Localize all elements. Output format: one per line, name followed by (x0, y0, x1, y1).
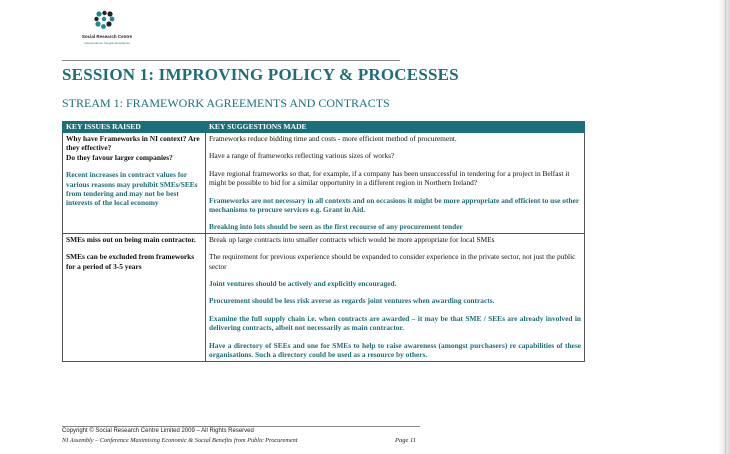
suggestion-text-highlight: Procurement should be less risk averse as regards joint ventures when awarding contracts. (209, 296, 495, 306)
suggestion-text-highlight: Frameworks are not necessary in all contexts and on occasions it might be more appropriate and efficient to use other mechanisms to procure services e.g. Grant in Aid. (209, 195, 579, 215)
header-key-issues: KEY ISSUES RAISED (63, 122, 206, 133)
suggestion-text: Have a range of frameworks reflecting various sizes of works? (209, 151, 395, 161)
suggestions-cell (206, 133, 585, 234)
suggestion-text: Frameworks reduce bidding time and costs - more efficient method of procurement. (209, 134, 457, 143)
suggestion-text-highlight: Examine the full supply chain i.e. when contracts are awarded – it may be that SME / SEEs are already involved in delivering contracts, albeit not necessarily as main contractor. (209, 313, 581, 333)
footer-divider (62, 426, 420, 427)
issue-text: Why have Frameworks in NI context? Are they effective? (66, 134, 200, 153)
logo-mark-icon (72, 8, 142, 34)
suggestion-text: The requirement for previous experience should be expanded to consider experience in the private sector, not just the public sector (209, 252, 576, 271)
table-row (63, 233, 585, 361)
issue-text-highlight: Recent increases in contract values for various reasons may prohibit SMEs/SEEs from tendering and may not be best interests of the local economy (66, 170, 198, 208)
suggestion-text: Break up large contracts into smaller contracts which would be more appropriate for local SMEs (209, 234, 495, 244)
suggestion-text-highlight: Have a directory of SEEs and one for SMEs to help to raise awareness (amongst purchasers) re capabilities of these organisations. Such a directory could be used as a resource by others. (209, 340, 581, 360)
logo-name: Social Research Centre (81, 34, 133, 39)
issues-cell (63, 133, 206, 234)
session-title: SESSION 1: IMPROVING POLICY & PROCESSES (62, 65, 459, 84)
issues-cell (63, 233, 206, 361)
copyright-notice: Copyright © Social Research Centre Limited 2009 – All Rights Reserved (62, 428, 254, 434)
issues-table (62, 121, 585, 362)
issue-text: SMEs can be excluded from frameworks for a period of 3-5 years (66, 252, 195, 271)
issue-text: SMEs miss out on being main contractor. (66, 234, 196, 244)
suggestion-text-highlight: Breaking into lots should be seen as the first recourse of any procurement tender (209, 222, 463, 232)
suggestions-cell (206, 233, 585, 361)
page-number: Page 11 (395, 437, 416, 444)
stream-title: STREAM 1: FRAMEWORK AGREEMENTS AND CONTRACTS (62, 96, 390, 110)
table-header-row (63, 122, 585, 133)
issue-text: Do they favour larger companies? (66, 152, 173, 162)
suggestion-text-highlight: Joint ventures should be actively and explicitly encouraged. (209, 279, 397, 289)
table-row (63, 133, 585, 234)
social-research-centre-logo (72, 8, 142, 48)
header-key-suggestions: KEY SUGGESTIONS MADE (206, 122, 585, 133)
suggestion-text: Have regional frameworks so that, for example, if a company has been unsuccessful in tendering for a project in Belfast it might be possible to bid for a similar opportunity in a different region in Northern Ireland? (209, 168, 570, 188)
document-reference: NI Assembly – Conference Maximising Economic & Social Benefits from Public Procurement (62, 437, 298, 444)
page-edge-line (725, 0, 726, 454)
logo-tagline: Independence Integrity Excellence (84, 41, 130, 45)
page-edge-shadow (718, 0, 730, 454)
header-divider (62, 60, 400, 61)
